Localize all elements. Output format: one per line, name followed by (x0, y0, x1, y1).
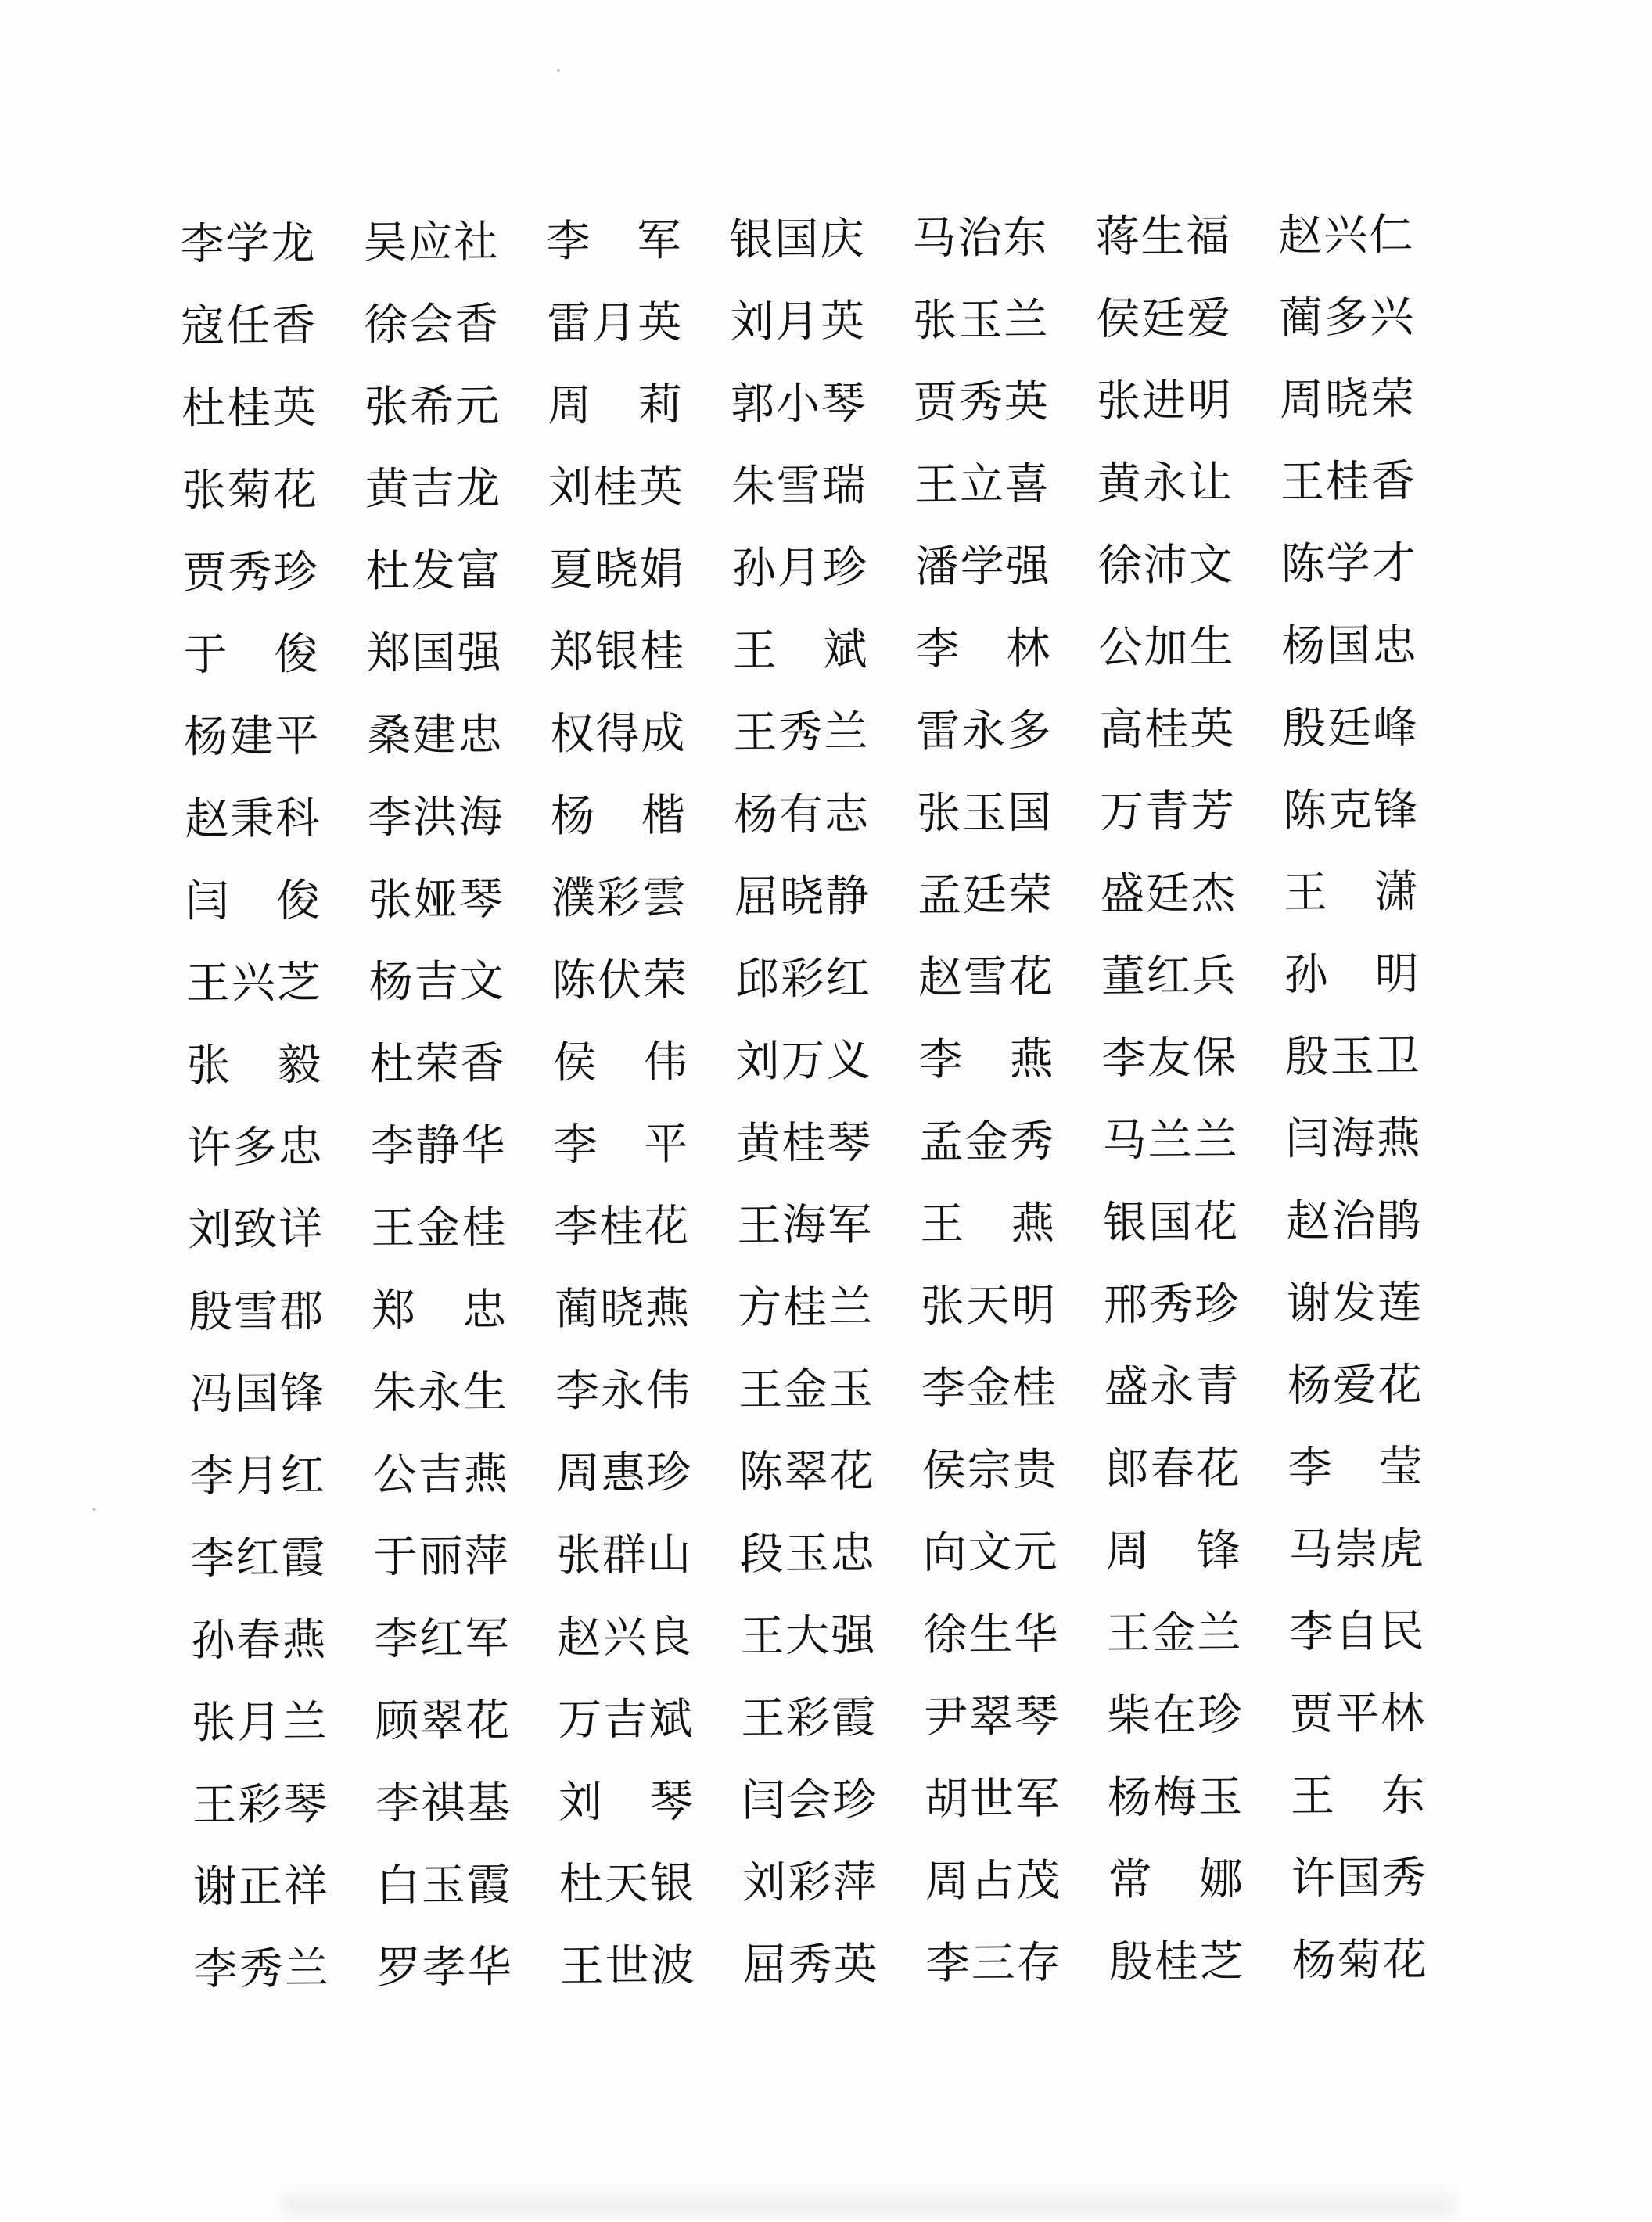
name-entry: 濮彩雲 (551, 872, 688, 924)
name-entry: 杨有志 (733, 788, 871, 840)
name-entry: 杨菊花 (1291, 1934, 1428, 1986)
name-entry: 张娅琴 (368, 873, 505, 926)
name-entry: 徐生华 (923, 1608, 1060, 1661)
name-entry: 黄吉龙 (365, 462, 502, 515)
name-entry: 杨建平 (184, 710, 321, 763)
name-entry: 杨 楷 (550, 789, 688, 842)
name-entry: 闫海燕 (1285, 1113, 1422, 1165)
name-row (189, 1343, 1473, 1436)
name-entry: 王兴芝 (185, 957, 323, 1009)
name-entry: 朱永生 (372, 1366, 509, 1418)
name-entry: 李洪海 (367, 791, 505, 843)
name-entry: 杨吉文 (368, 955, 506, 1008)
name-entry: 许多忠 (187, 1121, 324, 1174)
name-entry: 王 燕 (920, 1197, 1057, 1250)
name-entry: 董红兵 (1101, 949, 1238, 1002)
name-entry: 冯国锋 (189, 1368, 326, 1420)
name-entry: 杜发富 (365, 545, 502, 597)
name-row (193, 1918, 1477, 2011)
name-entry: 赵兴仁 (1278, 209, 1415, 261)
name-entry: 王大强 (740, 1609, 877, 1662)
name-entry: 公吉燕 (372, 1448, 510, 1501)
name-entry: 顾翠花 (374, 1695, 512, 1747)
name-entry: 夏晓娟 (548, 543, 685, 595)
name-entry: 贾平林 (1289, 1688, 1427, 1740)
name-entry: 杜天银 (558, 1857, 696, 1910)
name-entry: 杨国忠 (1281, 620, 1418, 672)
name-row (187, 1097, 1471, 1189)
name-entry: 王立喜 (914, 458, 1051, 511)
name-entry: 王秀兰 (733, 706, 870, 758)
name-row (182, 522, 1466, 614)
name-entry: 李三存 (925, 1936, 1062, 1990)
name-entry: 雷永多 (916, 704, 1053, 757)
name-entry: 贾秀珍 (182, 546, 319, 599)
name-row (181, 440, 1465, 532)
name-entry: 李月红 (189, 1450, 327, 1502)
name-entry: 刘致详 (188, 1203, 325, 1256)
name-entry: 刘月英 (729, 295, 867, 347)
name-entry: 李友保 (1101, 1031, 1238, 1084)
name-entry: 刘桂英 (548, 461, 685, 513)
name-row (188, 1179, 1471, 1271)
name-row (184, 686, 1467, 778)
name-entry: 谢正祥 (192, 1861, 330, 1913)
name-entry: 刘 琴 (558, 1775, 695, 1828)
name-entry: 马治东 (912, 211, 1049, 264)
name-entry: 孟廷荣 (917, 868, 1054, 922)
name-entry: 吴应社 (363, 216, 500, 268)
name-entry: 陈克锋 (1282, 784, 1420, 836)
name-entry: 杜桂英 (181, 382, 318, 434)
name-entry: 盛廷杰 (1100, 867, 1237, 920)
name-row (180, 193, 1463, 286)
name-row (181, 275, 1464, 368)
name-entry: 盛永青 (1104, 1360, 1241, 1413)
name-row (192, 1754, 1476, 1846)
name-entry: 周占茂 (925, 1854, 1062, 1907)
name-entry: 刘彩萍 (742, 1856, 879, 1908)
name-entry: 郎春花 (1104, 1442, 1241, 1495)
name-entry: 殷桂芝 (1108, 1935, 1245, 1988)
name-entry: 高桂英 (1099, 703, 1236, 756)
name-entry: 李自民 (1289, 1605, 1426, 1658)
name-entry: 张天明 (920, 1279, 1058, 1332)
name-row (190, 1508, 1474, 1600)
name-list (180, 193, 1477, 2011)
name-entry: 公加生 (1098, 620, 1235, 674)
name-entry: 刘万义 (735, 1034, 872, 1087)
name-row (189, 1261, 1472, 1354)
name-entry: 张希元 (364, 380, 501, 433)
scan-shadow (282, 2183, 1455, 2214)
name-entry: 张月兰 (191, 1696, 329, 1749)
name-entry: 徐会香 (363, 298, 501, 351)
name-entry: 周 锋 (1105, 1524, 1242, 1577)
name-entry: 银国花 (1103, 1195, 1240, 1249)
name-entry: 马崇虎 (1288, 1523, 1425, 1576)
name-entry: 张群山 (556, 1529, 693, 1581)
name-entry: 王 潇 (1283, 866, 1420, 919)
name-entry: 徐沛文 (1097, 538, 1234, 591)
name-entry: 谢发莲 (1286, 1277, 1424, 1329)
name-row (192, 1836, 1476, 1929)
scan-speck-top (557, 69, 560, 72)
name-entry: 潘学强 (914, 540, 1051, 593)
name-entry: 权得成 (550, 707, 687, 760)
name-entry: 张菊花 (181, 464, 319, 516)
name-entry: 贾秀英 (913, 376, 1050, 429)
name-row (185, 933, 1469, 1025)
name-entry: 李金桂 (921, 1361, 1058, 1415)
name-entry: 李红军 (374, 1613, 511, 1665)
name-entry: 赵雪花 (918, 951, 1055, 1004)
name-entry: 桑建忠 (367, 709, 504, 761)
name-entry: 郑 忠 (371, 1284, 508, 1336)
name-entry: 王金兰 (1106, 1606, 1243, 1659)
name-entry: 周惠珍 (555, 1447, 693, 1499)
name-row (183, 604, 1467, 696)
name-entry: 马兰兰 (1102, 1113, 1239, 1167)
name-entry: 侯廷爱 (1095, 292, 1233, 345)
name-entry: 罗孝华 (376, 1941, 513, 1994)
name-entry: 李红霞 (190, 1532, 327, 1584)
name-entry: 银国庆 (729, 213, 866, 265)
name-entry: 李 莹 (1287, 1441, 1424, 1494)
name-entry: 许国秀 (1291, 1852, 1428, 1904)
scan-speck-left (92, 1508, 96, 1511)
name-row (185, 768, 1468, 861)
name-entry: 白玉霞 (375, 1859, 513, 1911)
name-entry: 王 斌 (732, 624, 869, 676)
name-entry: 万吉斌 (557, 1693, 695, 1746)
name-row (185, 850, 1469, 943)
name-entry: 闫会珍 (741, 1774, 878, 1826)
name-entry: 蔺晓燕 (554, 1282, 691, 1335)
name-entry: 赵秉科 (184, 793, 321, 845)
name-entry: 杨爱花 (1287, 1359, 1424, 1411)
name-entry: 朱雪瑞 (731, 459, 868, 512)
name-entry: 孙春燕 (191, 1614, 328, 1666)
name-entry: 蔺多兴 (1278, 291, 1416, 343)
name-row (192, 1672, 1475, 1764)
name-entry: 郑银桂 (549, 625, 686, 678)
name-entry: 李学龙 (180, 218, 317, 270)
name-entry: 孙月珍 (731, 541, 868, 594)
name-entry: 王桂香 (1280, 455, 1417, 508)
name-entry: 殷玉卫 (1284, 1030, 1421, 1083)
name-entry: 陈学才 (1280, 538, 1417, 590)
name-entry: 黄桂琴 (736, 1116, 873, 1169)
name-entry: 李静华 (370, 1120, 507, 1172)
name-entry: 于 俊 (183, 628, 320, 681)
name-entry: 寇任香 (180, 300, 318, 352)
name-entry: 于丽萍 (373, 1530, 510, 1583)
name-entry: 段玉忠 (739, 1527, 876, 1580)
name-entry: 王 东 (1290, 1770, 1428, 1822)
name-entry: 杨梅玉 (1107, 1771, 1244, 1824)
name-entry: 闫 俊 (185, 875, 322, 927)
name-entry: 方桂兰 (737, 1281, 874, 1333)
name-entry: 邢秀珍 (1103, 1278, 1241, 1331)
name-entry: 殷廷峰 (1282, 702, 1419, 754)
name-entry: 王金玉 (738, 1363, 875, 1415)
name-entry: 邱彩红 (734, 952, 872, 1005)
name-entry: 杜荣香 (369, 1037, 506, 1090)
name-entry: 陈翠花 (738, 1445, 876, 1498)
name-entry: 尹翠琴 (923, 1690, 1061, 1743)
name-entry: 王彩琴 (192, 1778, 329, 1831)
name-entry: 张玉国 (916, 786, 1054, 840)
name-entry: 殷雪郡 (188, 1285, 325, 1338)
name-entry: 孟金秀 (919, 1115, 1056, 1168)
name-entry: 王海军 (737, 1199, 874, 1251)
name-entry: 王金桂 (371, 1202, 508, 1254)
name-entry: 侯宗贵 (921, 1444, 1058, 1497)
name-entry: 李永伟 (555, 1364, 692, 1417)
name-entry: 陈伏荣 (551, 954, 689, 1006)
name-entry: 黄永让 (1097, 456, 1234, 509)
name-entry: 王世波 (559, 1940, 696, 1992)
name-entry: 蒋生福 (1095, 210, 1232, 263)
name-row (191, 1590, 1474, 1682)
name-entry: 李 军 (546, 214, 683, 267)
name-entry: 周晓荣 (1279, 373, 1417, 426)
name-entry: 常 娜 (1108, 1853, 1245, 1906)
name-entry: 屈秀英 (742, 1938, 879, 1990)
name-entry: 张玉兰 (912, 293, 1050, 347)
name-entry: 张 毅 (186, 1039, 323, 1091)
name-entry: 雷月英 (546, 297, 684, 349)
name-entry: 周 莉 (547, 379, 684, 431)
name-entry: 万青芳 (1099, 785, 1237, 838)
name-entry: 侯 伟 (552, 1036, 689, 1088)
name-entry: 王彩霞 (740, 1692, 878, 1744)
name-entry: 李 林 (915, 622, 1052, 675)
name-entry: 张进明 (1096, 374, 1234, 427)
name-entry: 李桂花 (554, 1200, 691, 1253)
name-entry: 李 平 (553, 1118, 690, 1170)
name-entry: 李祺基 (375, 1777, 512, 1829)
name-entry: 屈晓静 (734, 870, 871, 922)
name-entry: 李秀兰 (193, 1943, 330, 1995)
name-entry: 郭小琴 (730, 377, 867, 430)
name-entry: 向文元 (922, 1526, 1059, 1579)
name-entry: 李 燕 (918, 1033, 1055, 1086)
name-row (189, 1426, 1473, 1518)
name-row (181, 358, 1465, 450)
name-entry: 赵治鹃 (1286, 1195, 1423, 1247)
name-entry: 柴在珍 (1106, 1688, 1244, 1742)
name-entry: 胡世军 (924, 1772, 1061, 1825)
name-row (186, 1015, 1470, 1107)
name-entry: 赵兴良 (557, 1611, 694, 1663)
name-entry: 郑国强 (366, 627, 503, 679)
name-entry: 孙 明 (1284, 948, 1421, 1001)
